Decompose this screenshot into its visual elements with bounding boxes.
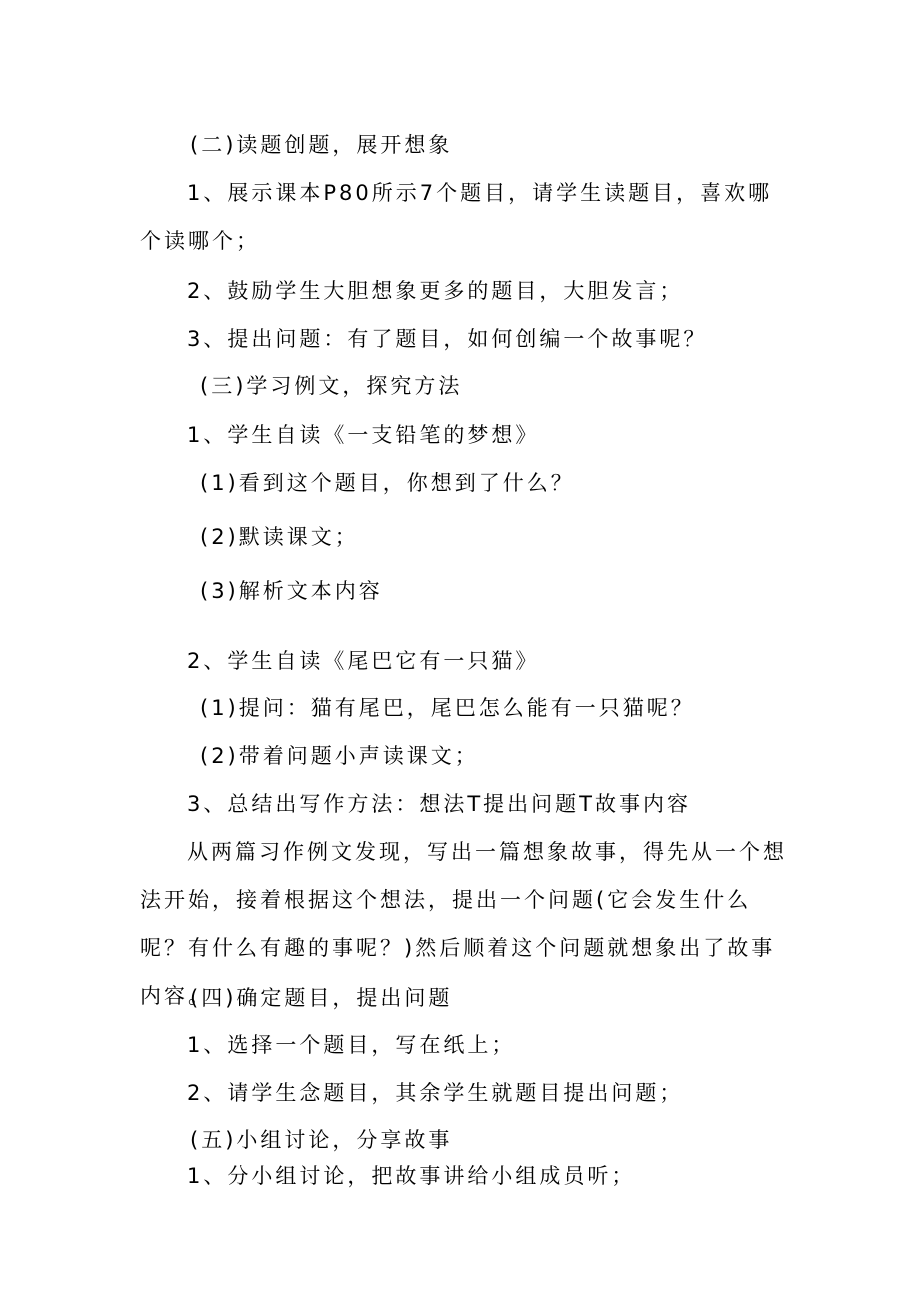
- sub-list-item: (3)解析文本内容: [200, 579, 383, 603]
- list-item: 1、展示课本P80所示7个题目，请学生读题目，喜欢哪个读哪个；: [140, 181, 773, 253]
- list-item: 1、分小组讨论，把故事讲给小组成员听；: [187, 1164, 636, 1188]
- sub-list-item: (2)默读课文；: [200, 525, 359, 549]
- sub-list-item: (1)看到这个题目，你想到了什么？: [200, 471, 575, 495]
- section-heading-5: (五)小组讨论，分享故事: [190, 1128, 453, 1152]
- list-item: 1、选择一个题目，写在纸上；: [187, 1033, 516, 1057]
- list-item: 2、鼓励学生大胆想象更多的题目，大胆发言；: [187, 279, 684, 303]
- list-item: 1、学生自读《一支铅笔的梦想》: [187, 423, 540, 447]
- section-heading-3: (三)学习例文，探究方法: [200, 374, 463, 398]
- section-heading-2: (二)读题创题，展开想象: [190, 133, 453, 157]
- section-heading-4: (四)确定题目，提出问题: [190, 986, 453, 1010]
- list-item: 3、总结出写作方法：想法T提出问题T故事内容: [187, 792, 692, 816]
- list-item: 2、请学生念题目，其余学生就题目提出问题；: [187, 1081, 684, 1105]
- list-item: 2、学生自读《尾巴它有一只猫》: [187, 649, 540, 673]
- body-paragraph: 从两篇习作例文发现，写出一篇想象故事，得先从一个想法开始，接着根据这个想法，提出一个问题(它会发生什么呢？有什么有趣的事呢？)然后顺着这个问题就想象出了故事内容。: [140, 840, 787, 1008]
- sub-list-item: (1)提问：猫有尾巴，尾巴怎么能有一只猫呢？: [200, 696, 695, 720]
- list-item: 3、提出问题：有了题目，如何创编一个故事呢？: [187, 327, 708, 351]
- sub-list-item: (2)带着问题小声读课文；: [200, 744, 479, 768]
